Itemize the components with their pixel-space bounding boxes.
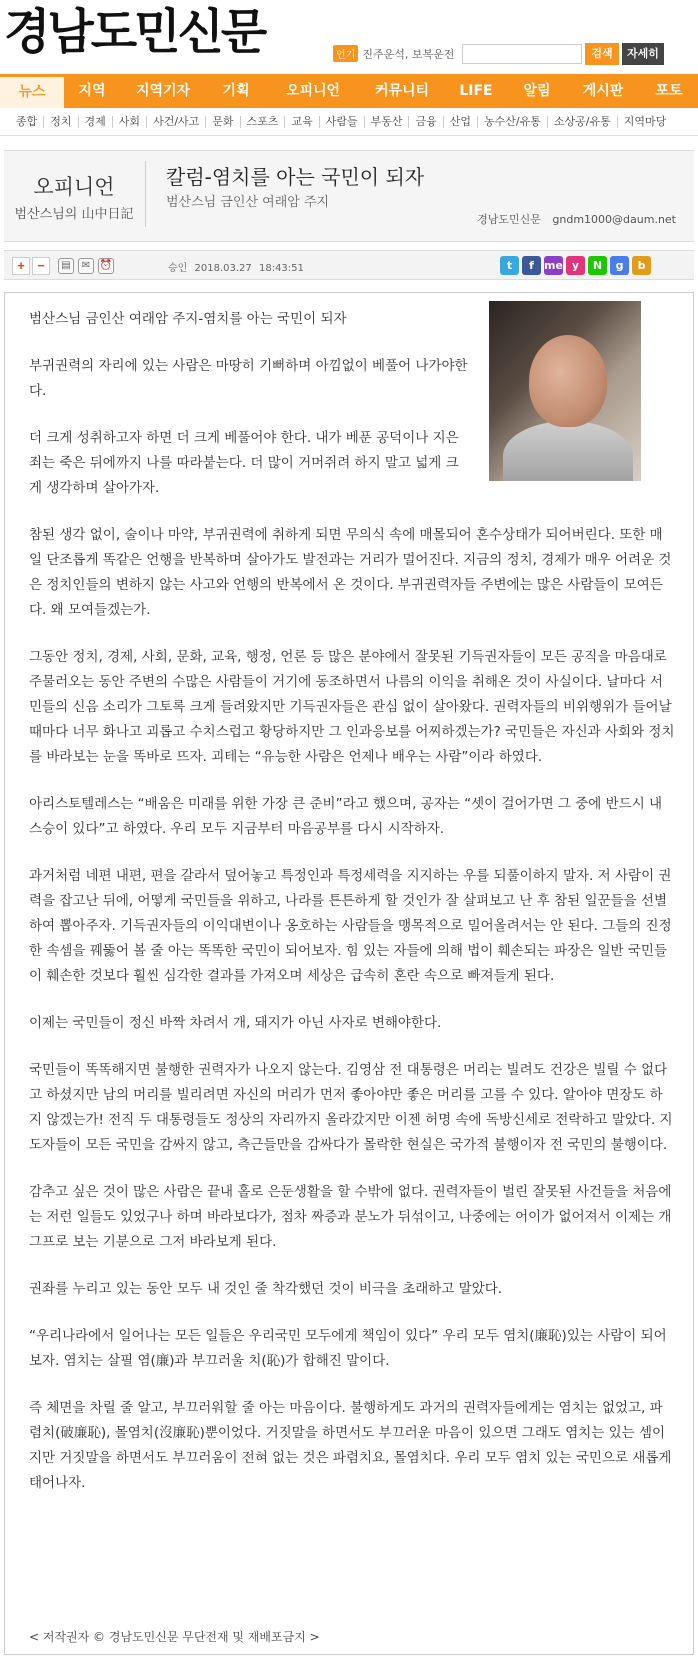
subnav-item[interactable]: 사건/사고 <box>147 116 206 128</box>
article-paragraph: 아리스토텔레스는 “배움은 미래를 위한 가장 큰 준비”라고 했으며, 공자는 “셋이 걸어가면 그 중에 반드시 내 스승이 있다”고 하였다. 우리 모두 지금부터 마음공부를 다시 시작하자. <box>29 796 663 837</box>
subnav-item[interactable]: 교육 <box>285 116 319 128</box>
subnav-item[interactable]: 사회 <box>113 116 147 128</box>
popular-badge: 인기 <box>333 45 358 62</box>
subnav-item[interactable]: 산업 <box>444 116 478 128</box>
article-paragraph: 부귀권력의 자리에 있는 사람은 마땅히 기뻐하며 아낌없이 베풀어 나가야한다. <box>29 358 468 399</box>
popular-keywords <box>333 45 454 62</box>
detailed-search-button[interactable]: 자세히 <box>622 43 664 65</box>
subnav-item[interactable]: 지역마당 <box>623 114 667 128</box>
article-paragraph: 범산스님 금인산 여래암 주지-염치를 아는 국민이 되자 <box>29 311 347 327</box>
article-content <box>29 307 675 1518</box>
byline <box>469 211 676 227</box>
article-paragraph: 그동안 정치, 경제, 사회, 문화, 교육, 행정, 언론 등 많은 분야에서 잘못된 기득권자들이 모든 공직을 마음대로 주물러오는 동안 주변의 수많은 사람들이 거기에 동조하면서 나름의 이익을 취해온 것이 사실이다. 날마다 서민들의 신음 소리가 그토록 크게 들려왔지만 기득권자들은 관심 없이 살아왔다. 권력자들의 비위행위가 들어날 때마다 너무 화나고 괴롭고 수치스럽고 황당하지만 그 인과응보를 어찌하겠는가? 국민들은 자신과 사회와 정치를 바라보는 눈을 똑바로 뜨자. 괴테는 “유능한 사람은 언제나 배우는 사람”이라 하였다. <box>29 649 675 765</box>
font-increase-button[interactable]: + <box>12 257 30 275</box>
subnav-item[interactable]: 문화 <box>206 116 240 128</box>
font-decrease-button[interactable]: − <box>32 257 50 275</box>
search-button[interactable]: 검색 <box>585 43 619 65</box>
nav-news[interactable]: 뉴스 <box>0 74 64 108</box>
yozm-icon[interactable]: y <box>566 256 585 275</box>
main-nav <box>0 74 698 108</box>
article-paragraph: 국민들이 똑똑해지면 불행한 권력자가 나오지 않는다. 김영삼 전 대통령은 머리는 빌려도 건강은 빌릴 수 없다고 하셨지만 남의 머리를 빌리려면 자신의 머리가 먼저 좋아야만 좋은 머리를 고를 수 있다. 알아야 면장도 하지 않겠는가! 전직 두 대통령들도 정상의 자리까지 올라갔지만 이젠 허명 속에 독방신세로 전락하고 말았다. 지도자들이 모든 국민을 감싸지 않고, 측근들만을 감싸다가 몰락한 현실은 국가적 불행이자 전 국민의 불행이다. <box>29 1062 673 1153</box>
sub-nav <box>0 108 698 136</box>
article-paragraph: 감추고 싶은 것이 많은 사람은 끝내 홀로 은둔생활을 할 수밖에 없다. 권력자들이 벌린 잘못된 사건들을 처음에는 저런 일들도 있었구나 하며 바라보다가, 점차 짜증과 분노가 뒤섞이고, 나중에는 어이가 없어져서 이제는 개그프로 보는 기분으로 그저 바라보게 된다. <box>29 1184 672 1250</box>
subnav-item[interactable]: 부동산 <box>365 116 410 128</box>
article-paragraph: 참된 생각 없이, 술이나 마약, 부귀권력에 취하게 되면 무의식 속에 매몰되어 혼수상태가 되어버린다. 또한 매일 단조롭게 똑같은 언행을 반복하며 살아가도 발전과는 거리가 멀어진다. 지금의 정치, 경제가 매우 어려운 것은 정치인들의 변하지 않는 사고와 언행의 반복에서 온 것이다. 부귀권력자들 주변에는 많은 사람들이 모여든다. 왜 모여들겠는가. <box>29 527 672 618</box>
nav-feature[interactable]: 기획 <box>222 83 250 99</box>
nav-board[interactable]: 게시판 <box>582 83 624 99</box>
subnav-item[interactable]: 사람들 <box>320 116 365 128</box>
nav-notice[interactable]: 알림 <box>523 83 551 99</box>
article-title: 칼럼-염치를 아는 국민이 되자 <box>166 165 425 189</box>
approved-time: 18:43:51 <box>258 263 304 274</box>
print-icon[interactable]: ▤ <box>58 258 74 274</box>
copyright-notice: < 저작권자 © 경남도민신문 무단전재 및 재배포금지 > <box>29 1630 320 1644</box>
article-paragraph: 더 크게 성취하고자 하면 더 크게 베풀어야 한다. 내가 베푼 공덕이나 지은 죄는 죽은 뒤에까지 나를 따라붙는다. 더 많이 거머쥐려 하지 말고 넓게 크게 생각하며 살아가자. <box>29 430 459 496</box>
subnav-item[interactable]: 스포츠 <box>241 116 286 128</box>
nav-opinion[interactable]: 오피니언 <box>285 83 341 99</box>
email-icon[interactable]: ✉ <box>78 258 94 274</box>
article-paragraph: 이제는 국민들이 정신 바짝 차려서 개, 돼지가 아닌 사자로 변해야한다. <box>29 1015 442 1031</box>
approved-date: 2018.03.27 <box>194 263 252 274</box>
section-title: 오피니언 <box>33 175 115 199</box>
subnav-item[interactable]: 정치 <box>44 116 78 128</box>
google-icon[interactable]: g <box>610 256 629 275</box>
subnav-item[interactable]: 종합 <box>10 116 44 128</box>
popular-keyword-list[interactable]: 진주운석, 보복운전 <box>362 47 455 61</box>
subnav-item[interactable]: 소상공/유통 <box>548 116 618 128</box>
nav-photo[interactable]: 포토 <box>655 83 683 99</box>
facebook-icon[interactable]: f <box>522 256 541 275</box>
author-email[interactable]: gndm1000@daum.net <box>552 213 676 226</box>
twitter-icon[interactable]: t <box>500 256 519 275</box>
article-body <box>4 292 694 1655</box>
publisher-name: 경남도민신문 <box>477 213 541 226</box>
article-paragraph: 즉 체면을 차릴 줄 알고, 부끄러워할 줄 아는 마음이다. 불행하게도 과거의 권력자들에게는 염치는 없었고, 파렴치(破廉恥), 몰염치(沒廉恥)뿐이었다. 거짓말을 하면서도 부끄러운 마음이 있으면 그래도 염치는 있는 셈이지만 거짓말을 하면서도 부끄러움이 전혀 없는 것은 파렴치요, 몰염치다. 우리 모두 염치 있는 국민으로 새롭게 태어나자. <box>29 1400 672 1491</box>
article-header <box>4 150 694 242</box>
alarm-icon[interactable]: ⏰ <box>98 258 114 274</box>
nav-life[interactable]: LIFE <box>459 83 493 99</box>
site-logo[interactable]: 경남도민신문 <box>4 4 265 60</box>
article-toolbar <box>4 250 694 280</box>
article-paragraph: “우리나라에서 일어나는 모든 일들은 우리국민 모두에게 책임이 있다” 우리 모두 염치(廉恥)있는 사람이 되어보자. 염치는 살필 염(廉)과 부끄러울 치(恥)가 합해진 말이다. <box>29 1328 667 1369</box>
subnav-item[interactable]: 농수산/유통 <box>478 116 548 128</box>
bookmark-icon[interactable]: b <box>632 256 651 275</box>
article-subtitle: 범산스님 금인산 여래암 주지 <box>166 195 330 210</box>
subnav-item[interactable]: 경제 <box>79 116 113 128</box>
naver-icon[interactable]: N <box>588 256 607 275</box>
approval-info <box>168 259 304 274</box>
article-paragraph: 과거처럼 네편 내편, 편을 갈라서 덮어놓고 특정인과 특정세력을 지지하는 우를 되풀이하지 말자. 저 사람이 권력을 잡고난 뒤에, 어떻게 국민들을 위하고, 나라를 튼튼하게 할 것인가 잘 살펴보고 난 후 참된 일꾼들을 선별하여 뽑아주자. 기득권자들의 이익대변이나 옹호하는 사람들을 맹목적으로 밀어올려서는 안 된다. 그들의 진정한 속셈을 꿰뚫어 볼 줄 아는 똑똑한 국민이 되어보자. 힘 있는 자들에 의해 법이 훼손되는 파장은 일반 국민들이 훼손한 것보다 훨씬 심각한 결과를 가져오며 세상은 급속히 혼란 속으로 빠져들게 된다. <box>29 868 672 984</box>
nav-region-reporter[interactable]: 지역기자 <box>135 83 191 99</box>
section-subtitle: 범산스님의 山中日記 <box>14 207 134 222</box>
subnav-item[interactable]: 금융 <box>409 116 443 128</box>
approved-label: 승인 <box>168 263 188 274</box>
search-input[interactable] <box>462 44 582 64</box>
header-divider <box>145 161 146 227</box>
nav-community[interactable]: 커뮤니티 <box>374 83 430 99</box>
nav-region[interactable]: 지역 <box>78 83 106 99</box>
article-paragraph: 권좌를 누리고 있는 동안 모두 내 것인 줄 착각했던 것이 비극을 초래하고 말았다. <box>29 1281 503 1297</box>
me2day-icon[interactable]: me <box>544 256 563 275</box>
site-header <box>0 0 698 72</box>
